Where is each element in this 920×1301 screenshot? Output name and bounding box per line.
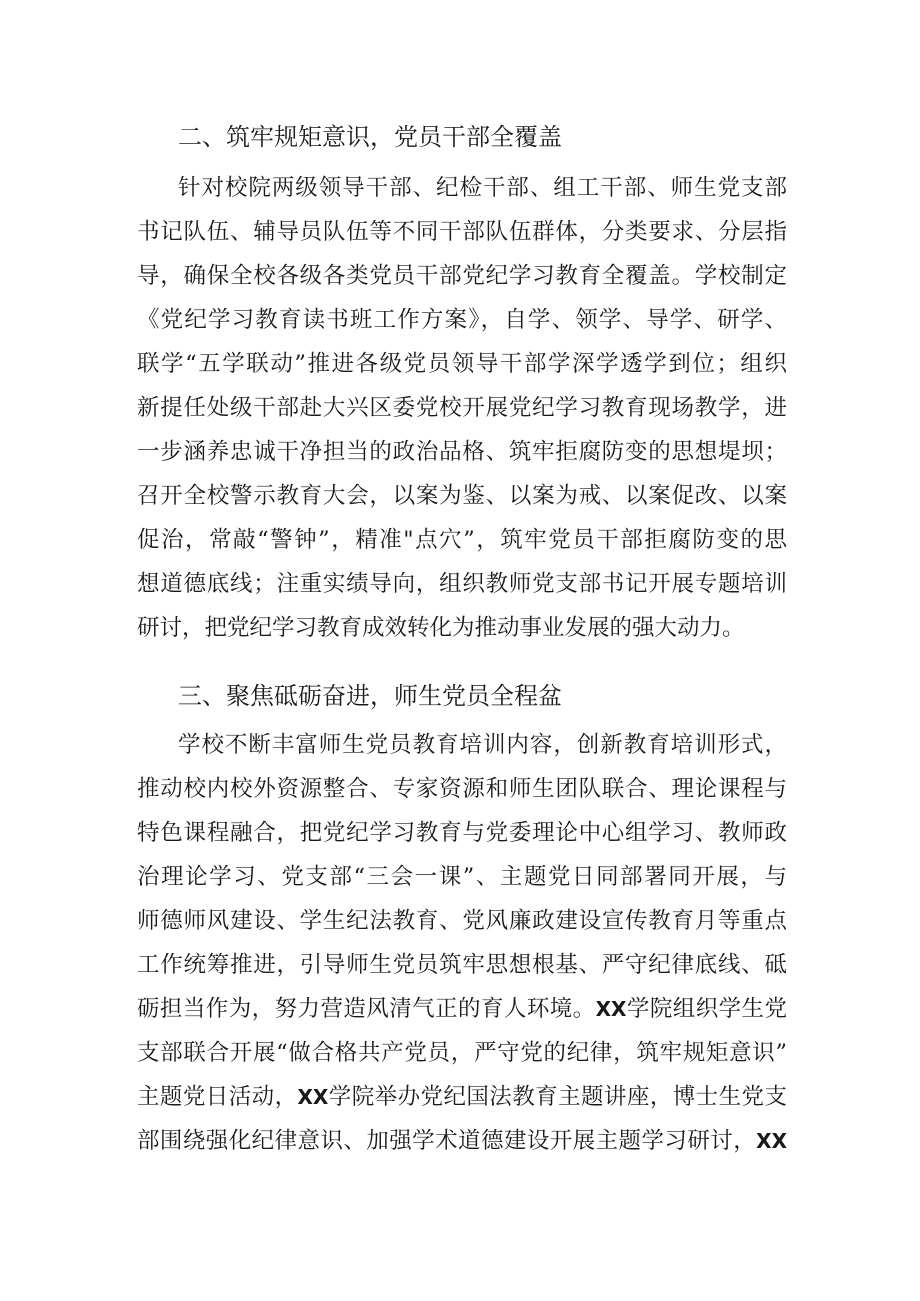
paragraph-line: 《党纪学习教育读书班工作方案》，自学、领学、导学、研学、 xyxy=(137,307,787,333)
line-text: 部围绕强化纪律意识、加强学术道德建设开展主题学习研讨， xyxy=(137,1128,757,1154)
paragraph-line: 工作统筹推进，引导师生党员筑牢思想根基、严守纪律底线、砥 xyxy=(137,952,787,978)
placeholder-xx: XX xyxy=(756,1129,787,1153)
paragraph-line: 书记队伍、辅导员队伍等不同干部队伍群体，分类要求、分层指 xyxy=(137,219,787,245)
paragraph-line: 师德师风建设、学生纪法教育、党风廉政建设宣传教育月等重点 xyxy=(137,908,787,934)
placeholder-xx: XX xyxy=(595,997,627,1021)
section-2-paragraph xyxy=(137,166,787,650)
line-text: 主题党日活动， xyxy=(137,1084,298,1110)
paragraph-line: 治理论学习、党支部“三会一课”、主题党日同部署同开展，与 xyxy=(137,864,787,890)
paragraph-line xyxy=(137,1075,787,1119)
paragraph-line xyxy=(137,1119,787,1163)
section-3-paragraph xyxy=(137,723,787,1163)
paragraph-line: 促治，常敲“警钟”，精准"点穴”，筑牢党员干部拒腐防变的思 xyxy=(137,527,787,553)
paragraph-line: 召开全校警示教育大会，以案为鉴、以案为戒、以案促改、以案 xyxy=(137,483,787,509)
paragraph-line: 想道德底线；注重实绩导向，组织教师党支部书记开展专题培训 xyxy=(137,571,787,597)
paragraph-line: 特色课程融合，把党纪学习教育与党委理论中心组学习、教师政 xyxy=(137,820,787,846)
placeholder-xx: XX xyxy=(297,1085,329,1109)
paragraph-line: 针对校院两级领导干部、纪检干部、组工干部、师生党支部 xyxy=(178,175,787,201)
paragraph-line: 学校不断丰富师生党员教育培训内容，创新教育培训形式， xyxy=(178,732,787,758)
paragraph-line: 导，确保全校各级各类党员干部党纪学习教育全覆盖。学校制定 xyxy=(137,263,787,289)
paragraph-line: 新提任处级干部赴大兴区委党校开展党纪学习教育现场教学，进 xyxy=(137,395,787,421)
paragraph-line xyxy=(137,987,787,1031)
line-text: 砺担当作为，努力营造风清气正的育人环境。 xyxy=(137,996,596,1022)
paragraph-line: 联学“五学联动”推进各级党员领导干部学深学透学到位；组织 xyxy=(137,351,787,377)
section-3-heading: 三、聚焦砥砺奋进，师生党员全程盆 xyxy=(178,682,562,710)
section-2-heading: 二、筑牢规矩意识，党员干部全覆盖 xyxy=(178,123,562,151)
paragraph-line: 推动校内校外资源整合、专家资源和师生团队联合、理论课程与 xyxy=(137,776,787,802)
paragraph-line: 一步涵养忠诚干净担当的政治品格、筑牢拒腐防变的思想堤坝； xyxy=(137,439,787,465)
paragraph-line: 研讨，把党纪学习教育成效转化为推动事业发展的强大动力。 xyxy=(137,615,745,641)
line-text: 学院组织学生党 xyxy=(626,996,787,1022)
line-text: 学院举办党纪国法教育主题讲座，博士生党支 xyxy=(328,1084,787,1110)
paragraph-line: 支部联合开展“做合格共产党员，严守党的纪律，筑牢规矩意识” xyxy=(137,1040,787,1066)
